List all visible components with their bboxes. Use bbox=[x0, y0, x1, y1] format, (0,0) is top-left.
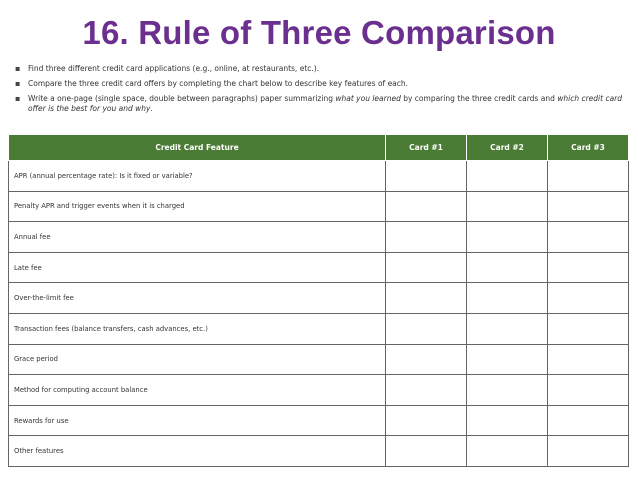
instruction-text: Compare the three credit card offers by completing the chart below to describe key features of each. bbox=[28, 79, 409, 88]
card-3-cell[interactable] bbox=[548, 222, 629, 253]
column-header-card-1: Card #1 bbox=[386, 135, 467, 161]
instruction-text: by comparing the three credit cards and bbox=[400, 94, 558, 103]
table-header-row bbox=[9, 135, 629, 161]
table-row bbox=[9, 313, 629, 344]
card-2-cell[interactable] bbox=[467, 375, 548, 406]
bullet-icon: ▪ bbox=[15, 79, 21, 88]
feature-label: Method for computing account balance bbox=[9, 375, 386, 406]
card-3-cell[interactable] bbox=[548, 405, 629, 436]
instruction-emphasis: what you learned bbox=[335, 94, 401, 103]
card-1-cell[interactable] bbox=[386, 405, 467, 436]
card-1-cell[interactable] bbox=[386, 436, 467, 467]
comparison-table bbox=[8, 134, 629, 467]
card-2-cell[interactable] bbox=[467, 252, 548, 283]
card-1-cell[interactable] bbox=[386, 252, 467, 283]
feature-label: Transaction fees (balance transfers, cash advances, etc.) bbox=[9, 313, 386, 344]
card-2-cell[interactable] bbox=[467, 313, 548, 344]
table-row bbox=[9, 375, 629, 406]
bullet-icon: ▪ bbox=[15, 94, 21, 103]
card-3-cell[interactable] bbox=[548, 191, 629, 222]
table-row bbox=[9, 161, 629, 192]
card-3-cell[interactable] bbox=[548, 313, 629, 344]
table-row bbox=[9, 252, 629, 283]
instruction-list bbox=[14, 64, 626, 119]
column-header-card-3: Card #3 bbox=[548, 135, 629, 161]
card-2-cell[interactable] bbox=[467, 161, 548, 192]
instruction-item bbox=[14, 79, 626, 89]
table-row bbox=[9, 191, 629, 222]
feature-label: Over-the-limit fee bbox=[9, 283, 386, 314]
card-1-cell[interactable] bbox=[386, 191, 467, 222]
feature-label: Rewards for use bbox=[9, 405, 386, 436]
card-2-cell[interactable] bbox=[467, 222, 548, 253]
table-row bbox=[9, 436, 629, 467]
card-3-cell[interactable] bbox=[548, 344, 629, 375]
card-1-cell[interactable] bbox=[386, 344, 467, 375]
instruction-item bbox=[14, 64, 626, 74]
feature-label: APR (annual percentage rate): Is it fixed or variable? bbox=[9, 161, 386, 192]
feature-label: Late fee bbox=[9, 252, 386, 283]
instruction-text: Find three different credit card applications (e.g., online, at restaurants, etc.). bbox=[28, 64, 320, 73]
card-2-cell[interactable] bbox=[467, 436, 548, 467]
bullet-icon: ▪ bbox=[15, 64, 21, 73]
slide-title: 16. Rule of Three Comparison bbox=[82, 14, 556, 51]
card-1-cell[interactable] bbox=[386, 222, 467, 253]
instruction-text: . bbox=[150, 104, 153, 113]
card-2-cell[interactable] bbox=[467, 191, 548, 222]
table-row bbox=[9, 222, 629, 253]
card-2-cell[interactable] bbox=[467, 405, 548, 436]
column-header-card-2: Card #2 bbox=[467, 135, 548, 161]
instruction-item bbox=[14, 94, 626, 114]
card-1-cell[interactable] bbox=[386, 283, 467, 314]
feature-label: Penalty APR and trigger events when it is charged bbox=[9, 191, 386, 222]
card-1-cell[interactable] bbox=[386, 375, 467, 406]
instruction-text: Write a one-page (single space, double between paragraphs) paper summarizing bbox=[28, 94, 336, 103]
card-3-cell[interactable] bbox=[548, 252, 629, 283]
card-3-cell[interactable] bbox=[548, 375, 629, 406]
feature-label: Other features bbox=[9, 436, 386, 467]
card-2-cell[interactable] bbox=[467, 344, 548, 375]
feature-label: Grace period bbox=[9, 344, 386, 375]
table-row bbox=[9, 344, 629, 375]
card-2-cell[interactable] bbox=[467, 283, 548, 314]
feature-label: Annual fee bbox=[9, 222, 386, 253]
card-3-cell[interactable] bbox=[548, 283, 629, 314]
table-row bbox=[9, 283, 629, 314]
card-1-cell[interactable] bbox=[386, 161, 467, 192]
instruction-emphasis: which credit card offer is the best for you and why bbox=[28, 94, 623, 113]
card-3-cell[interactable] bbox=[548, 436, 629, 467]
card-1-cell[interactable] bbox=[386, 313, 467, 344]
column-header-feature: Credit Card Feature bbox=[9, 135, 386, 161]
card-3-cell[interactable] bbox=[548, 161, 629, 192]
table-row bbox=[9, 405, 629, 436]
